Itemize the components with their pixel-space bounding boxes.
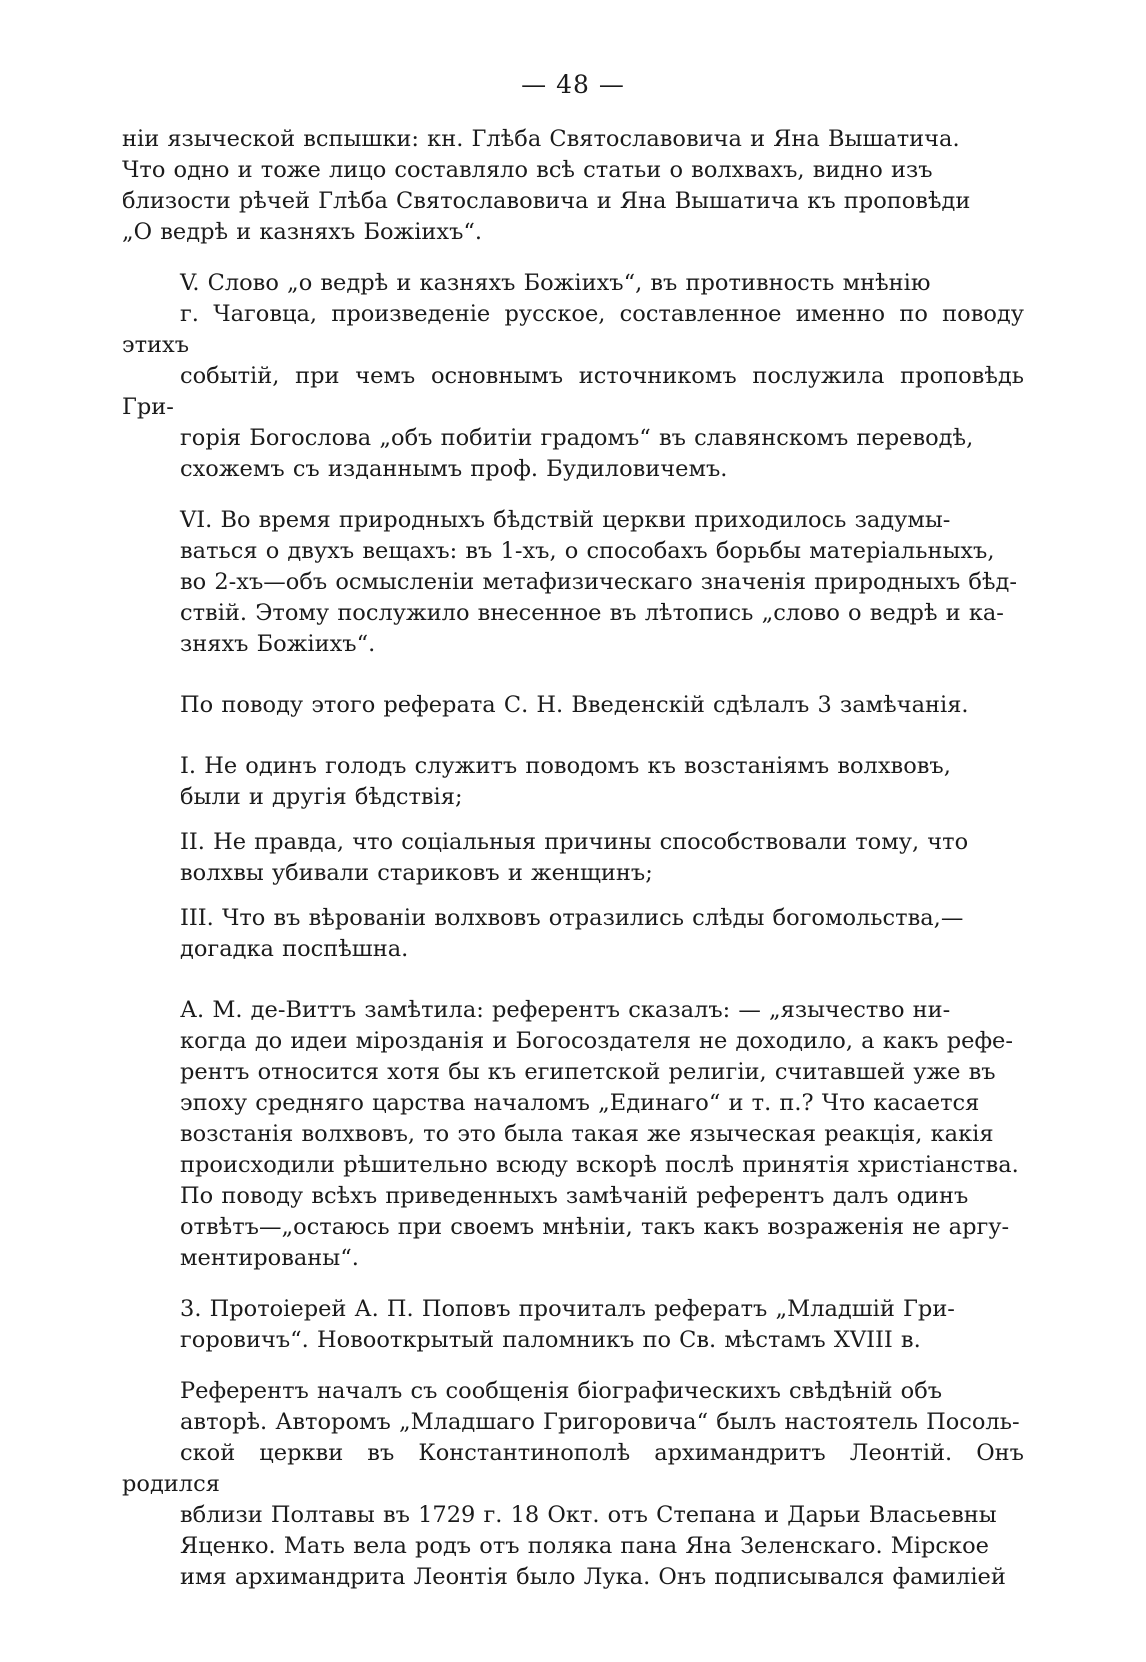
text-line: I. Не одинъ голодъ служитъ поводомъ къ возстанiямъ волхвовъ, (180, 753, 951, 779)
text-line: происходили рѣшительно всюду вскорѣ послѣ принятiя христiанства. (180, 1152, 1019, 1178)
page-number: — 48 — (521, 70, 625, 99)
text-line: ментированы“. (180, 1245, 359, 1271)
paragraph-11 (122, 1376, 1024, 1593)
text-line: II. Не правда, что соцiальныя причины способствовали тому, что (180, 829, 969, 855)
text-line: были и другiя бѣдствiя; (180, 784, 463, 810)
text-line: зняхъ Божiихъ“. (180, 631, 376, 657)
paragraph-6 (122, 827, 1024, 889)
text-line: близости рѣчей Глѣба Святославовича и Яна Вышатича къ проповѣди (122, 188, 971, 214)
text-line: ской церкви въ Константинополѣ архимандритъ Леонтiй. Онъ родился (122, 1440, 1024, 1497)
text-line: Что одно и тоже лицо составляло всѣ статьи о волхвахъ, видно изъ (122, 157, 933, 183)
paragraph-10 (122, 1294, 1024, 1356)
paragraph-5 (122, 751, 1024, 813)
text-line: отвѣтъ—„остаюсь при своемъ мнѣнiи, такъ какъ возраженiя не аргу- (180, 1214, 1010, 1240)
text-line: По поводу этого реферата С. Н. Введенскiй сдѣлалъ 3 замѣчанiя. (180, 692, 969, 718)
paragraph-4 (122, 690, 1024, 721)
paragraph-8 (122, 995, 1024, 1181)
text-line: ваться о двухъ вещахъ: въ 1-хъ, о способахъ борьбы матерiальныхъ, (180, 538, 995, 564)
text-line: событiй, при чемъ основнымъ источникомъ послужила проповѣдь Гри- (122, 363, 1024, 420)
text-line: горовичъ“. Новооткрытый паломникъ по Св. мѣстамъ XVIII в. (180, 1327, 921, 1353)
text-line: 3. Протоiерей А. П. Поповъ прочиталъ рефератъ „Младшiй Гри- (180, 1296, 955, 1322)
text-line: А. М. де-Виттъ замѣтила: референтъ сказалъ: — „язычество ни- (180, 997, 951, 1023)
text-line: возстанiя волхвовъ, то это была такая же языческая реакцiя, какiя (180, 1121, 994, 1147)
text-line: во 2-хъ—объ осмысленiи метафизическаго значенiя природныхъ бѣд- (180, 569, 1018, 595)
text-line: схожемъ съ изданнымъ проф. Будиловичемъ. (180, 456, 728, 482)
text-line: вблизи Полтавы въ 1729 г. 18 Окт. отъ Степана и Дарьи Власьевны (180, 1502, 997, 1528)
text-line: рентъ относится хотя бы къ египетской религiи, считавшей уже въ (180, 1059, 996, 1085)
text-line: догадка поспѣшна. (180, 936, 409, 962)
paragraph-3 (122, 505, 1024, 660)
text-line: III. Что въ вѣрованiи волхвовъ отразились слѣды богомольства,— (180, 905, 964, 931)
text-line: По поводу всѣхъ приведенныхъ замѣчанiй референтъ далъ одинъ (180, 1183, 969, 1209)
text-line: имя архимандрита Леонтiя было Лука. Онъ подписывался фамилiей (180, 1564, 1006, 1590)
text-line: Референтъ началъ съ сообщенiя бiографическихъ свѣдѣнiй объ (180, 1378, 943, 1404)
paragraph-7 (122, 903, 1024, 965)
paragraph-9 (122, 1181, 1024, 1274)
text-line: эпоху средняго царства началомъ „Единаго“ и т. п.? Что касается (180, 1090, 980, 1116)
text-line: „О ведрѣ и казняхъ Божiихъ“. (122, 219, 483, 245)
text-line: ствiй. Этому послужило внесенное въ лѣтопись „слово о ведрѣ и ка- (180, 600, 1004, 626)
text-line: VI. Во время природныхъ бѣдствiй церкви приходилось задумы- (180, 507, 951, 533)
text-line: нiи языческой вспышки: кн. Глѣба Святославовича и Яна Вышатича. (122, 126, 960, 152)
text-line: V. Слово „о ведрѣ и казняхъ Божiихъ“, въ противность мнѣнiю (180, 270, 931, 296)
paragraph-1 (122, 124, 1024, 248)
text-line: горiя Богослова „объ побитiи градомъ“ въ славянскомъ переводѣ, (180, 425, 974, 451)
text-line: когда до идеи мiрозданiя и Богосоздателя не доходило, а какъ рефе- (180, 1028, 1013, 1054)
text-line: Яценко. Мать вела родъ отъ поляка пана Яна Зеленскаго. Мiрское (180, 1533, 989, 1559)
paragraph-2 (122, 268, 1024, 485)
text-column (122, 124, 1024, 1593)
text-line: авторѣ. Авторомъ „Младшаго Григоровича“ былъ настоятель Посоль- (180, 1409, 1020, 1435)
text-line: г. Чаговца, произведенiе русское, составленное именно по поводу этихъ (122, 301, 1024, 358)
text-line: волхвы убивали стариковъ и женщинъ; (180, 860, 653, 886)
